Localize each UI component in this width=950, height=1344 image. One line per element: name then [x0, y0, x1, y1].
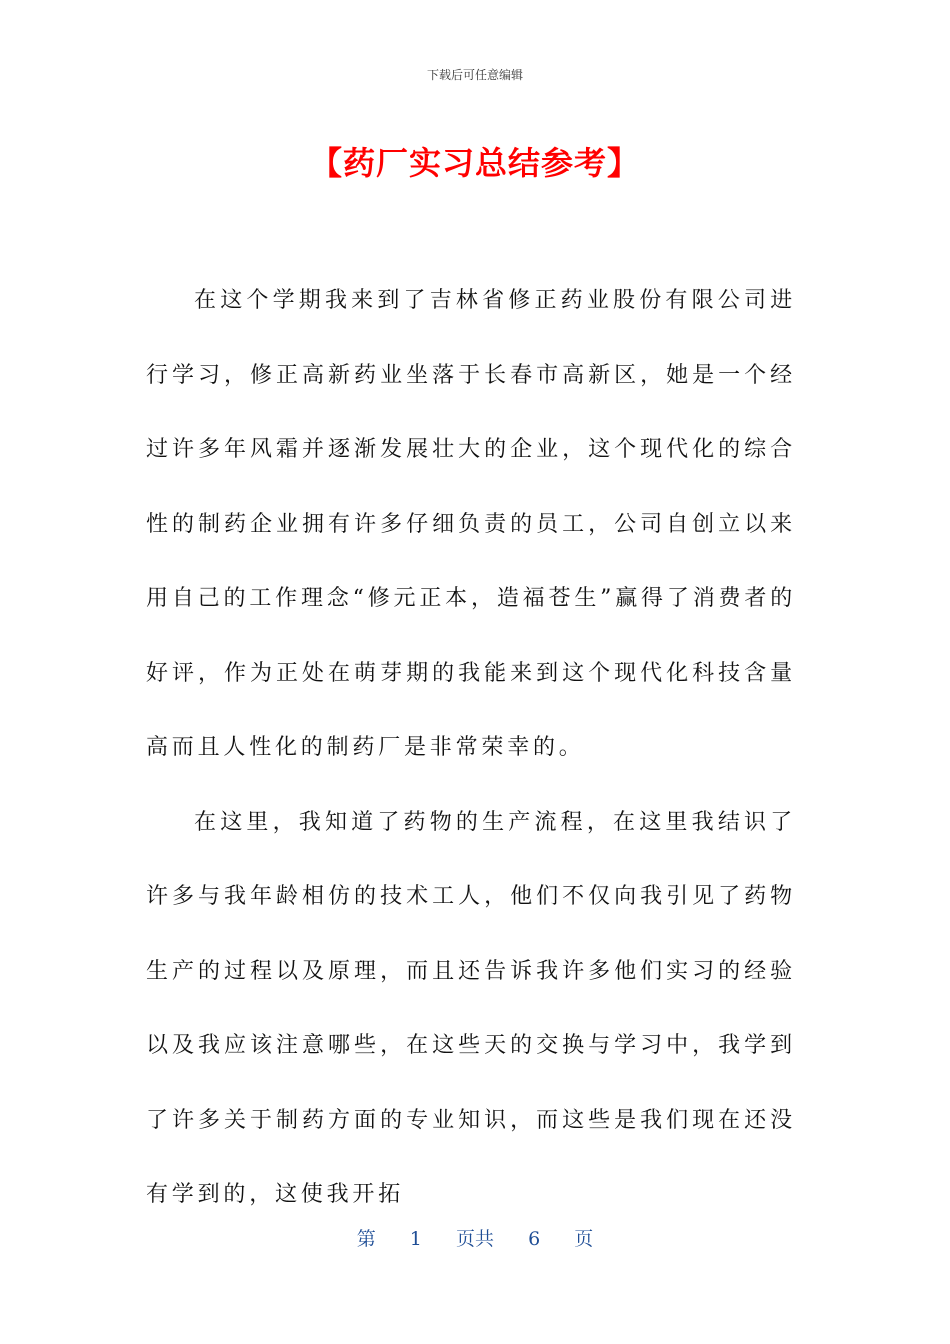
footer-middle: 页共 — [455, 1228, 494, 1250]
page-header-note: 下载后可任意编辑 — [426, 68, 523, 82]
document-title: 【药厂实习总结参考】 — [309, 144, 640, 182]
paragraph-2: 在这里，我知道了药物的生产流程，在这里我结识了许多与我年龄相仿的技术工人，他们不仅向我引见了药物生产的过程以及原理，而且还告诉我许多他们实习的经验以及我应该注意哪些，在这些天的交换与学习中，我学到了许多关于制药方面的专业知识，而这些是我们现在还没有学到的，这使我开拓 — [146, 809, 796, 1207]
paragraph-1: 在这个学期我来到了吉林省修正药业股份有限公司进行学习，修正高新药业坐落于长春市高新区，她是一个经过许多年风霜并逐渐发展壮大的企业，这个现代化的综合性的制药企业拥有许多仔细负责的员工，公司自创立以来用自己的工作理念“修元正本，造福苍生”赢得了消费者的好评，作为正处在萌芽期的我能来到这个现代化科技含量高而且人性化的制药厂是非常荣幸的。 — [146, 288, 796, 760]
footer-suffix: 页 — [574, 1228, 594, 1250]
document-body — [146, 264, 796, 1233]
footer-total-pages: 6 — [528, 1228, 541, 1250]
page-footer — [0, 1224, 950, 1251]
footer-current-page: 1 — [409, 1228, 422, 1250]
footer-prefix: 第 — [356, 1228, 376, 1250]
